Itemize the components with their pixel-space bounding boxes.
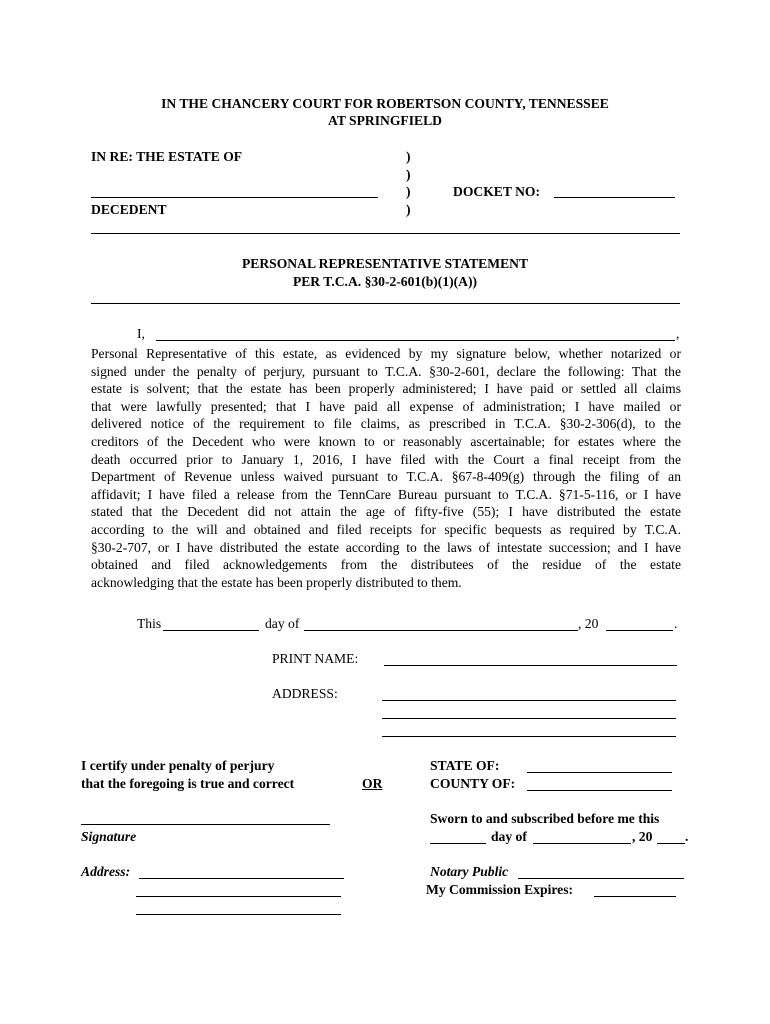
commission-label: My Commission Expires: [426,882,574,897]
caption-paren: ) [406,184,411,199]
docket-number-line[interactable] [554,197,675,198]
statement-line: affidavit; I have filed a release from the TennCare Bureau pursuant to T.C.A. §71-5-116, or I have [91,486,681,502]
print-name-label: PRINT NAME: [272,651,359,666]
perjury-address-line[interactable] [139,878,344,879]
sworn-month-line[interactable] [533,843,631,844]
caption-paren: ) [406,202,411,217]
statement-line: Personal Representative of this estate, as evidenced by my signature below, whether notarized or [91,346,681,361]
county-of-label: COUNTY OF: [430,776,516,791]
state-of-label: STATE OF: [430,758,500,773]
statement-line: delivered notice of the requirement to file claims, as prescribed in T.C.A. §30-2-306(d), to the [91,416,681,432]
intro-comma: , [676,326,680,341]
court-heading: IN THE CHANCERY COURT FOR ROBERTSON COUNTY, TENNESSEE [161,96,609,111]
divider [91,303,680,304]
statement-line: Department of Revenue unless waived pursuant to T.C.A. §67-8-409(g) through the filing of an [91,469,681,485]
date-year-prefix: , 20 [578,616,599,631]
statement-line: death occurred prior to January 1, 2016, I have filed with the Court a final receipt from the [91,451,681,467]
sworn-line: Sworn to and subscribed before me this [430,811,660,826]
statement-line: §30-2-707, or I have distributed the estate according to the laws of intestate succession; and I have [91,539,681,555]
perjury-address-line[interactable] [136,914,341,915]
statement-line: that were lawfully presented; that I have paid all expense of administration; I have mailed or [91,398,681,414]
commission-line[interactable] [594,896,676,897]
caption-paren: ) [406,149,411,164]
statement-line: estate is solvent; that the estate has been properly administered; I have paid or settled all claims [91,381,681,397]
date-period: . [674,616,678,631]
address-line[interactable] [382,736,676,737]
divider [91,233,680,234]
statement-subtitle: PER T.C.A. §30-2-601(b)(1)(A)) [292,274,478,289]
statement-line: signed under the penalty of perjury, pursuant to T.C.A. §30-2-601, declare the following: That the [91,363,681,379]
signature-line[interactable] [81,824,330,825]
address-line[interactable] [382,700,676,701]
date-this: This [137,616,162,631]
signature-label: Signature [81,829,137,844]
intro-i: I, [137,326,145,341]
sworn-day-of: day of [491,829,527,844]
docket-label: DOCKET NO: [453,184,540,199]
statement-line: according to the will and obtained and filed receipts for specific bequests as required by T.C.A. [91,521,681,537]
perjury-line-2: that the foregoing is true and correct [81,776,295,791]
statement-line: stated that the Decedent did not attain the age of fifty-five (55); I have distributed the estate [91,504,681,520]
notary-public-line[interactable] [518,878,684,879]
address-line[interactable] [382,718,676,719]
sworn-year-line[interactable] [657,843,685,844]
statement-body [91,345,681,591]
state-line[interactable] [527,772,672,773]
perjury-line-1: I certify under penalty of perjury [81,758,275,773]
estate-name-line[interactable] [91,197,378,198]
sworn-period: . [685,829,689,844]
month-line[interactable] [304,630,578,631]
caption-paren: ) [406,167,411,182]
court-location: AT SPRINGFIELD [328,113,442,128]
representative-name-line[interactable] [156,340,675,341]
or-label: OR [362,776,383,791]
in-re-label: IN RE: THE ESTATE OF [91,149,243,164]
date-day-of: day of [265,616,300,631]
statement-line: obtained and filed acknowledgements from the distributees of the residue of the estate [91,557,681,573]
statement-line: acknowledging that the estate has been properly distributed to them. [91,574,462,590]
notary-public-label: Notary Public [430,864,509,879]
county-line[interactable] [527,790,672,791]
sworn-year-prefix: , 20 [632,829,653,844]
statement-line: creditors of the Decedent who were known to or reasonably ascertainable; for estates where the [91,433,681,449]
perjury-address-label: Address: [81,864,131,879]
statement-title: PERSONAL REPRESENTATIVE STATEMENT [241,256,529,271]
year-line[interactable] [606,630,673,631]
decedent-label: DECEDENT [91,202,167,217]
day-line[interactable] [163,630,259,631]
print-name-line[interactable] [384,665,677,666]
address-label: ADDRESS: [272,686,338,701]
sworn-day-line[interactable] [430,843,486,844]
perjury-address-line[interactable] [136,896,341,897]
